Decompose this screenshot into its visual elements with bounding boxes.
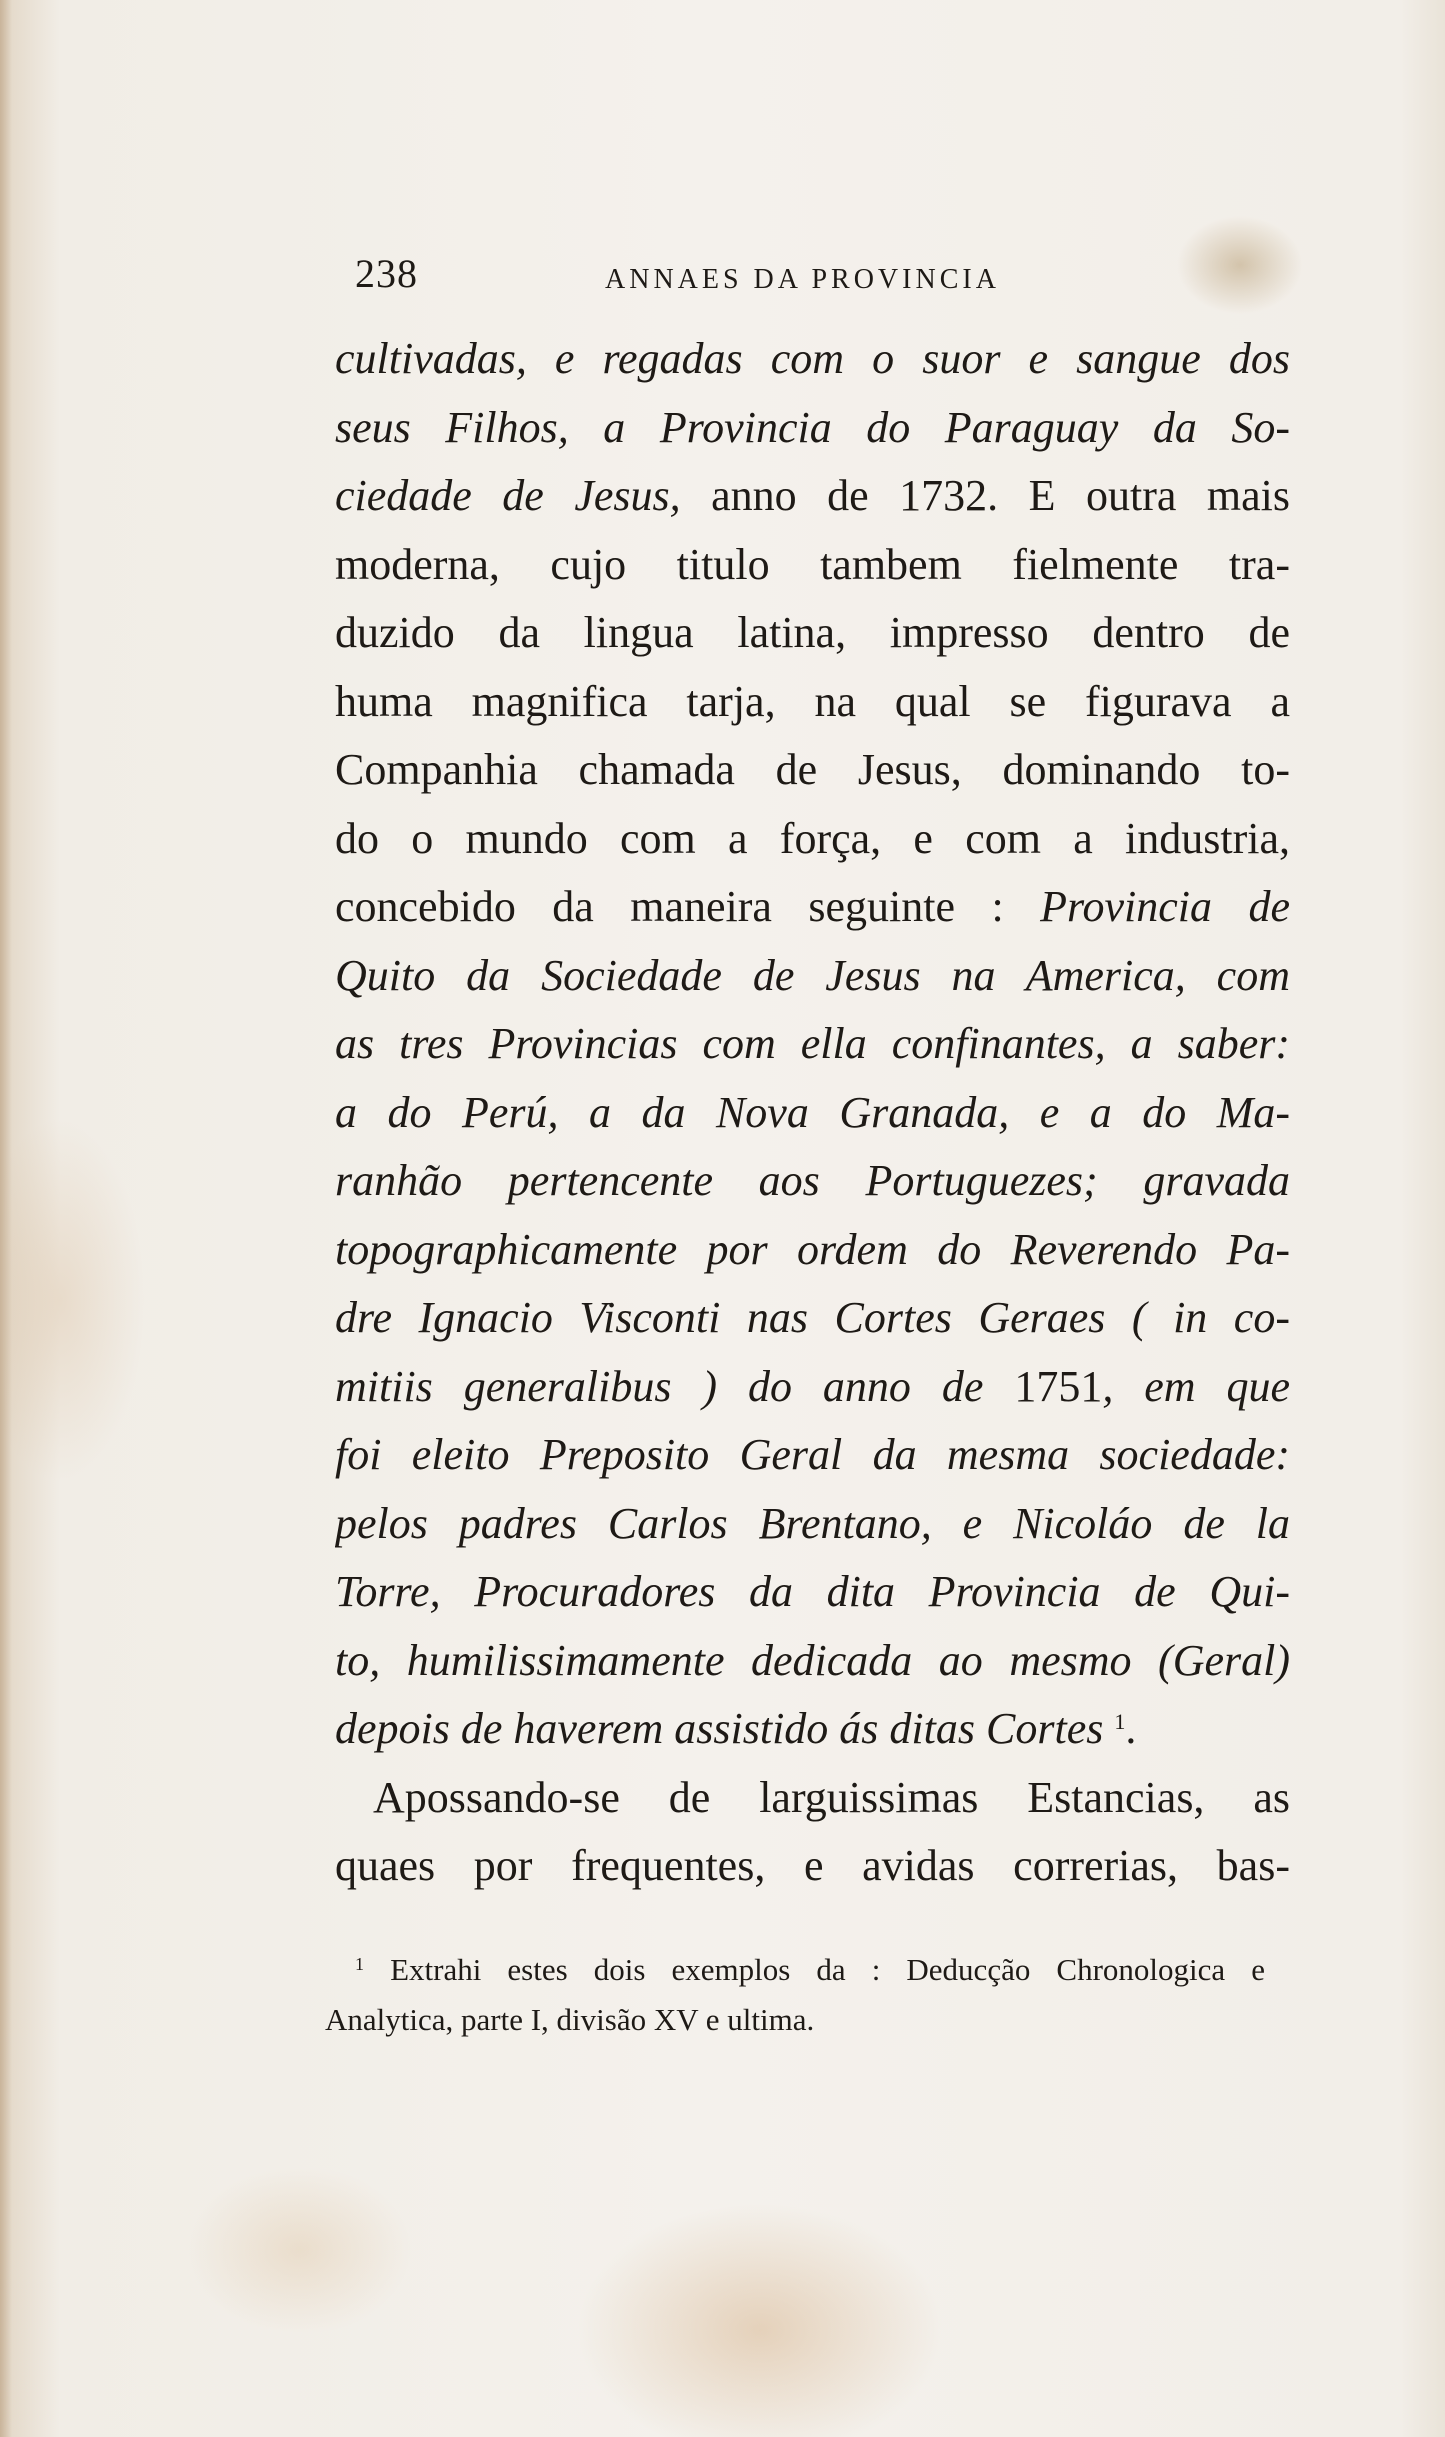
text-line: cultivadas, e regadas com o suor e sangue dos (335, 334, 1290, 383)
footnote-line (325, 1945, 1265, 1995)
text-line (335, 462, 1290, 531)
running-title: ANNAES DA PROVINCIA (605, 264, 1000, 295)
footnote-reference[interactable]: 1 (1114, 1709, 1126, 1734)
text-line: duzido da lingua latina, impresso dentro de (335, 608, 1290, 657)
text-italic-run: , em que (1102, 1361, 1290, 1411)
text-line: pelos padres Carlos Brentano, e Nicoláo de la (335, 1498, 1290, 1548)
footnote (325, 1945, 1265, 2045)
footnote-text: Extrahi estes dois exemplos da : Deducção Chronologica e (390, 1952, 1265, 1987)
text-line: huma magnifica tarja, na qual se figurava a (335, 676, 1290, 726)
text-italic-run: Provincia de (1040, 882, 1290, 931)
text-italic-run: mitiis generalibus ) do anno de (335, 1361, 1015, 1411)
text-italic-run: ciedade de Jesus, (335, 471, 681, 520)
text-line: seus Filhos, a Provincia do Paraguay da So- (335, 402, 1290, 452)
page-number: 238 (355, 251, 418, 296)
text-line: Companhia chamada de Jesus, dominando to- (335, 745, 1290, 794)
text-line (335, 1695, 1290, 1764)
text-italic-run: depois de haverem assistido ás ditas Cortes (335, 1704, 1104, 1753)
footnote-line: Analytica, parte I, divisão XV e ultima. (325, 2002, 815, 2037)
text-roman-run: concebido da maneira seguinte : (335, 882, 1041, 931)
text-line: foi eleito Preposito Geral da mesma sociedade: (335, 1430, 1290, 1479)
text-line: as tres Provincias com ella confinantes, a saber: (335, 1019, 1290, 1068)
text-roman-run: anno de 1732. E outra mais (680, 471, 1290, 520)
text-line: Torre, Procuradores da dita Provincia de Qui- (335, 1567, 1290, 1616)
text-line: dre Ignacio Visconti nas Cortes Geraes ( in co- (335, 1293, 1290, 1342)
text-line (335, 1353, 1290, 1422)
text-line: Quito da Sociedade de Jesus na America, com (335, 950, 1290, 1000)
text-line: a do Perú, a da Nova Granada, e a do Ma- (335, 1087, 1290, 1137)
text-line: moderna, cujo titulo tambem fielmente tra- (335, 539, 1290, 589)
text-line: to, humilissimamente dedicada ao mesmo (Geral) (335, 1635, 1290, 1685)
text-line: Apossando-se de larguissimas Estancias, as (373, 1772, 1290, 1822)
text-line: ranhão pertencente aos Portuguezes; gravada (335, 1156, 1290, 1205)
text-roman-run: 1751 (1014, 1361, 1103, 1411)
text-roman-run: . (1125, 1704, 1137, 1753)
text-line (335, 873, 1290, 942)
page-spine-shadow (0, 0, 12, 2437)
text-line: quaes por frequentes, e avidas correrias, bas- (335, 1841, 1290, 1890)
footnote-mark: 1 (355, 1954, 364, 1974)
text-line: do o mundo com a força, e com a industria, (335, 813, 1290, 863)
body-text (335, 325, 1290, 1901)
running-header (355, 250, 1255, 300)
text-line: topographicamente por ordem do Reverendo Pa- (335, 1224, 1290, 1274)
